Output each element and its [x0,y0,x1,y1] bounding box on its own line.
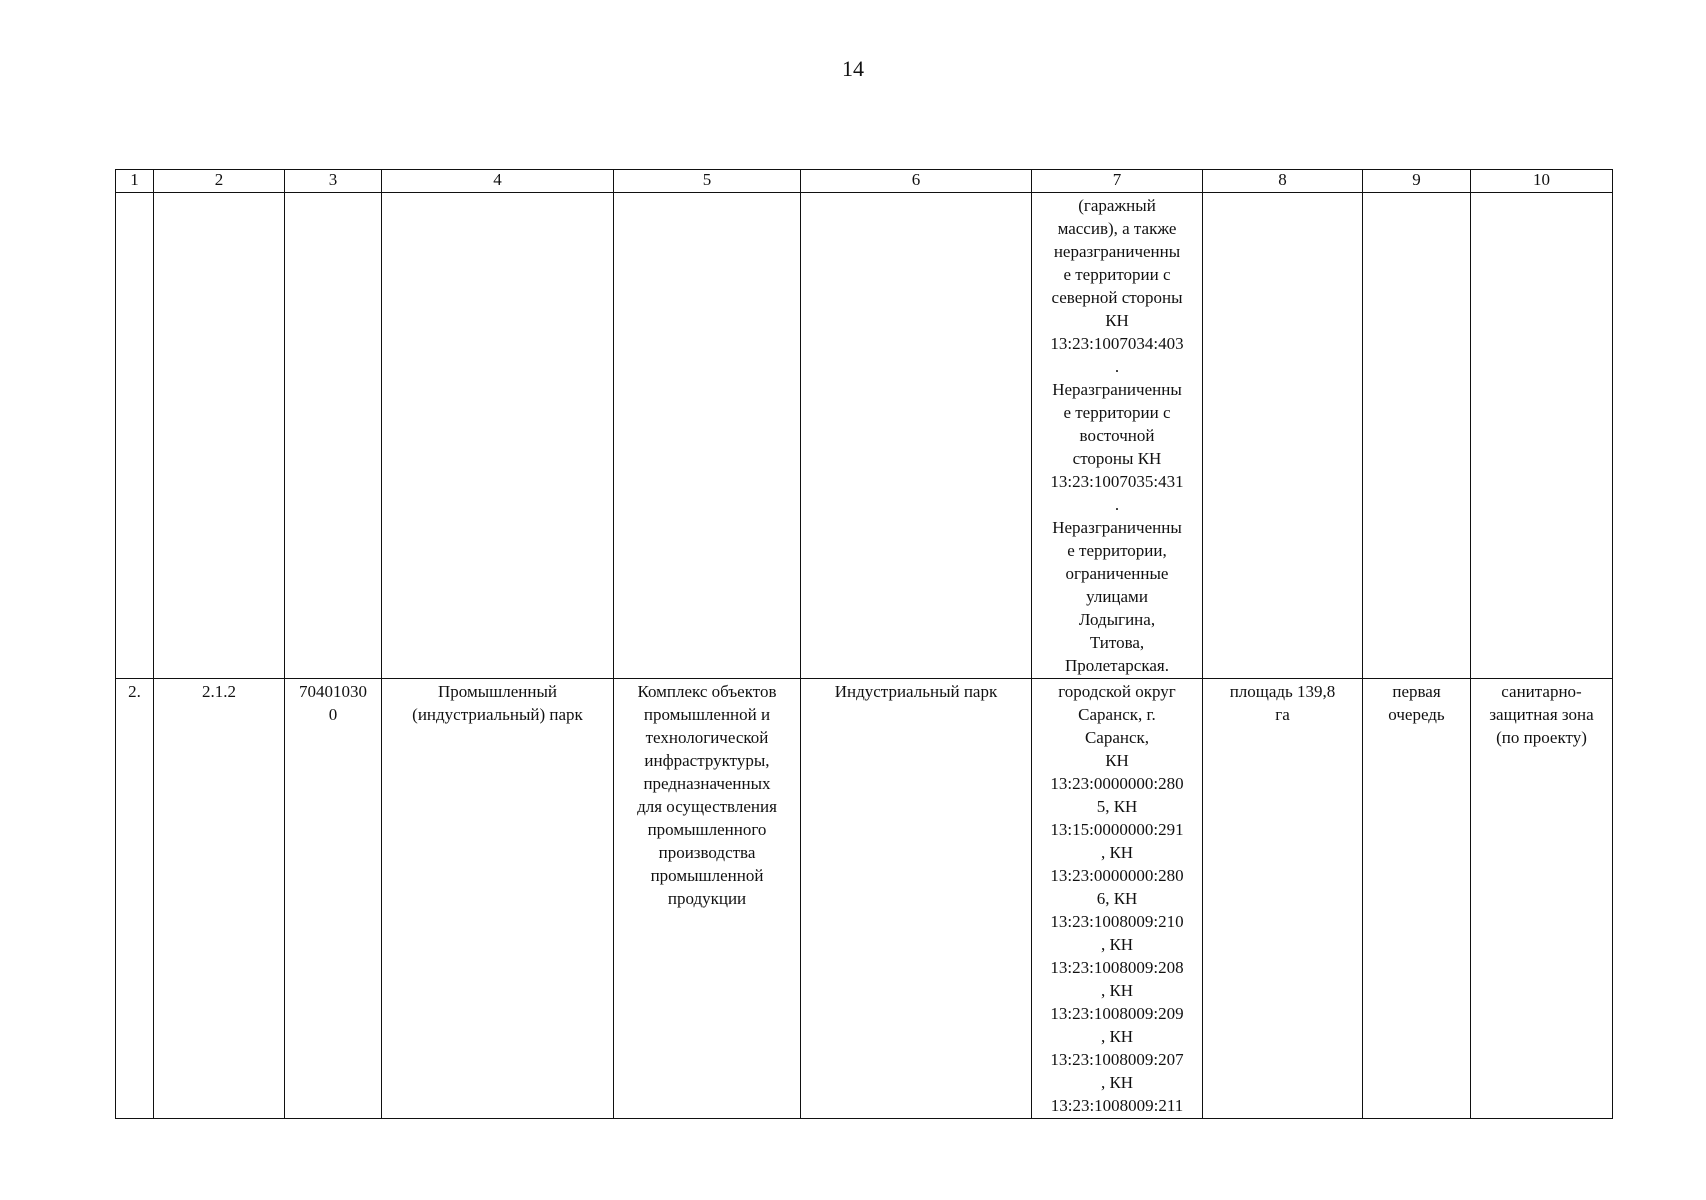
column-header: 2 [154,170,285,193]
column-header: 6 [801,170,1032,193]
stage-cell: первая очередь [1363,679,1471,1119]
row-number: 2. [116,679,154,1119]
location-cell: городской округ Саранск, г. Саранск, КН 13:23:0000000:280 5, КН 13:15:0000000:291 , КН 13:23:0000000:280 6, КН 13:23:1008009:210 , КН 13:23:1008009:208 , КН 13:23:1008009:209 , КН 13:23:1008009:207 , КН 13:23:1008009:211 [1032,679,1203,1119]
table-cell [614,193,801,679]
column-header: 10 [1471,170,1613,193]
continuation-row [116,193,1613,679]
objects-table [115,169,1613,1119]
page-number: 14 [842,56,864,81]
object-name: Индустриальный парк [801,679,1032,1119]
zone-cell: санитарно- защитная зона (по проекту) [1471,679,1613,1119]
column-header: 4 [382,170,614,193]
column-header: 3 [285,170,382,193]
header-row [116,170,1613,193]
table-cell [1203,193,1363,679]
location-cell: (гаражный массив), а также неразграниченны е территории с северной стороны КН 13:23:1007034:403 . Неразграниченны е территории с восточной стороны КН 13:23:1007035:431 . Неразграниченны е территории, ограниченные улицами Лодыгина, Титова, Пролетарская. [1032,193,1203,679]
column-header: 8 [1203,170,1363,193]
table-cell [285,193,382,679]
table-cell [1471,193,1613,679]
classifier-code: 70401030 0 [285,679,382,1119]
column-header: 5 [614,170,801,193]
table-cell [116,193,154,679]
object-purpose: Комплекс объектов промышленной и технологической инфраструктуры, предназначенных для осуществления промышленного производства промышленной продукции [614,679,801,1119]
characteristics-cell: площадь 139,8 га [1203,679,1363,1119]
object-code: 2.1.2 [154,679,285,1119]
table-row [116,679,1613,1119]
table-cell [382,193,614,679]
table-cell [801,193,1032,679]
table-cell [154,193,285,679]
column-header: 7 [1032,170,1203,193]
object-type: Промышленный (индустриальный) парк [382,679,614,1119]
column-header: 1 [116,170,154,193]
table-cell [1363,193,1471,679]
column-header: 9 [1363,170,1471,193]
